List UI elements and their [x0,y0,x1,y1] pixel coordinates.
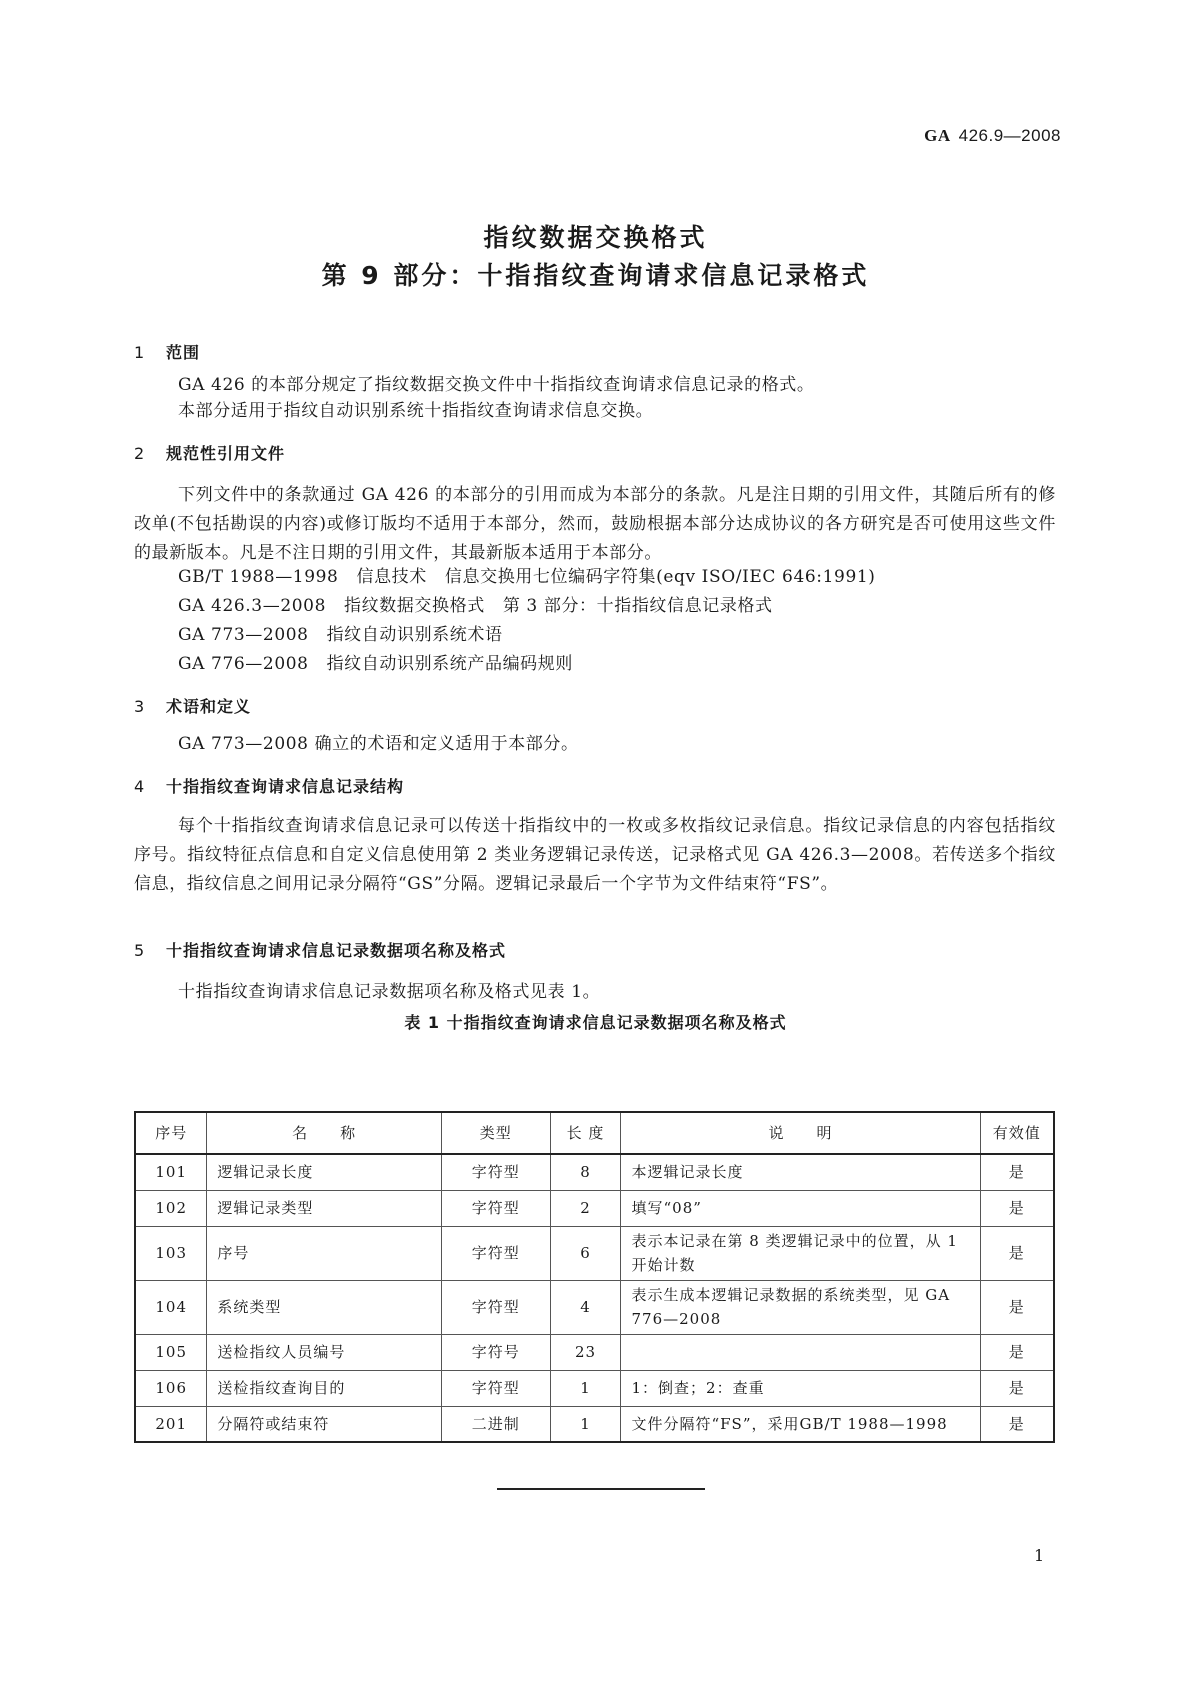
cell-seq: 103 [135,1226,207,1280]
cell-length: 23 [550,1334,621,1370]
cell-length: 8 [550,1154,621,1190]
cell-length: 1 [550,1370,621,1406]
column-header: 说 明 [621,1112,980,1154]
cell-name: 系统类型 [207,1280,441,1334]
cell-type: 字符号 [441,1334,550,1370]
cell-type: 字符型 [441,1370,550,1406]
paragraph: 十指指纹查询请求信息记录数据项名称及格式见表 1。 [178,982,601,1002]
cell-length: 6 [550,1226,621,1280]
section-heading-5: 5 十指指纹查询请求信息记录数据项名称及格式 [134,941,507,960]
table-row [135,1280,1054,1334]
cell-type: 二进制 [441,1406,550,1442]
cell-length: 4 [550,1280,621,1334]
cell-seq: 201 [135,1406,207,1442]
cell-description: 1：倒查；2：查重 [621,1370,980,1406]
paragraph: 下列文件中的条款通过 GA 426 的本部分的引用而成为本部分的条款。凡是注日期的引用文件，其随后所有的修改单(不包括勘误的内容)或修订版均不适用于本部分，然而，鼓励根据本部分达成协议的各方研究是否可使用这些文件的最新版本。凡是不注日期的引用文件，其最新版本适用于本部分。 [134,485,1056,563]
cell-valid: 是 [980,1190,1054,1226]
cell-type: 字符型 [441,1190,550,1226]
data-items-table [134,1111,1055,1443]
table-header-row [135,1112,1054,1154]
cell-name: 分隔符或结束符 [207,1406,441,1442]
column-header: 有效值 [980,1112,1054,1154]
column-header: 长 度 [550,1112,621,1154]
cell-valid: 是 [980,1370,1054,1406]
cell-description: 填写“08” [621,1190,980,1226]
document-subtitle: 第 9 部分：十指指纹查询请求信息记录格式 [321,261,870,290]
table-row [135,1190,1054,1226]
reference-item: GB/T 1988—1998 信息技术 信息交换用七位编码字符集(eqv ISO/IEC 646:1991) [178,567,876,587]
cell-valid: 是 [980,1154,1054,1190]
cell-seq: 104 [135,1280,207,1334]
cell-type: 字符型 [441,1280,550,1334]
end-rule-divider [497,1488,705,1490]
cell-valid: 是 [980,1280,1054,1334]
reference-item: GA 776—2008 指纹自动识别系统产品编码规则 [178,654,573,674]
reference-item: GA 773—2008 指纹自动识别系统术语 [178,625,503,645]
section-heading-3: 3 术语和定义 [134,697,252,716]
cell-length: 2 [550,1190,621,1226]
cell-seq: 105 [135,1334,207,1370]
cell-name: 逻辑记录类型 [207,1190,441,1226]
table-row [135,1334,1054,1370]
table-row [135,1370,1054,1406]
standard-number [924,126,1061,146]
cell-name: 送检指纹查询目的 [207,1370,441,1406]
cell-description: 表示生成本逻辑记录数据的系统类型，见 GA 776—2008 [621,1280,980,1334]
cell-description: 文件分隔符“FS”，采用GB/T 1988—1998 [621,1406,980,1442]
table-caption: 表 1 十指指纹查询请求信息记录数据项名称及格式 [404,1013,787,1032]
cell-type: 字符型 [441,1154,550,1190]
cell-name: 序号 [207,1226,441,1280]
section-heading-4: 4 十指指纹查询请求信息记录结构 [134,777,405,796]
cell-type: 字符型 [441,1226,550,1280]
page-number: 1 [1034,1546,1045,1565]
column-header: 名 称 [207,1112,441,1154]
cell-name: 送检指纹人员编号 [207,1334,441,1370]
cell-valid: 是 [980,1226,1054,1280]
cell-name: 逻辑记录长度 [207,1154,441,1190]
section-heading-2: 2 规范性引用文件 [134,444,286,463]
column-header: 类型 [441,1112,550,1154]
cell-valid: 是 [980,1334,1054,1370]
reference-item: GA 426.3—2008 指纹数据交换格式 第 3 部分：十指指纹信息记录格式 [178,596,773,616]
cell-seq: 106 [135,1370,207,1406]
table-row [135,1406,1054,1442]
paragraph: GA 773—2008 确立的术语和定义适用于本部分。 [178,734,579,754]
cell-length: 1 [550,1406,621,1442]
cell-seq: 101 [135,1154,207,1190]
cell-seq: 102 [135,1190,207,1226]
cell-description: 表示本记录在第 8 类逻辑记录中的位置，从 1 开始计数 [621,1226,980,1280]
cell-description [621,1334,980,1370]
paragraph: 每个十指指纹查询请求信息记录可以传送十指指纹中的一枚或多枚指纹记录信息。指纹记录信息的内容包括指纹序号。指纹特征点信息和自定义信息使用第 2 类业务逻辑记录传送，记录格式见 GA 426.3—2008。若传送多个指纹信息，指纹信息之间用记录分隔符“GS”分隔。逻辑记录最后一个字节为文件结束符“FS”。 [134,816,1056,894]
standard-code: 426.9—2008 [958,126,1061,145]
paragraph: 本部分适用于指纹自动识别系统十指指纹查询请求信息交换。 [178,401,654,421]
table-row [135,1226,1054,1280]
paragraph: GA 426 的本部分规定了指纹数据交换文件中十指指纹查询请求信息记录的格式。 [178,375,815,395]
section-heading-1: 1 范围 [134,343,201,362]
cell-description: 本逻辑记录长度 [621,1154,980,1190]
cell-valid: 是 [980,1406,1054,1442]
document-title: 指纹数据交换格式 [483,223,708,252]
standard-prefix: GA [924,126,951,145]
column-header: 序号 [135,1112,207,1154]
table-row [135,1154,1054,1190]
